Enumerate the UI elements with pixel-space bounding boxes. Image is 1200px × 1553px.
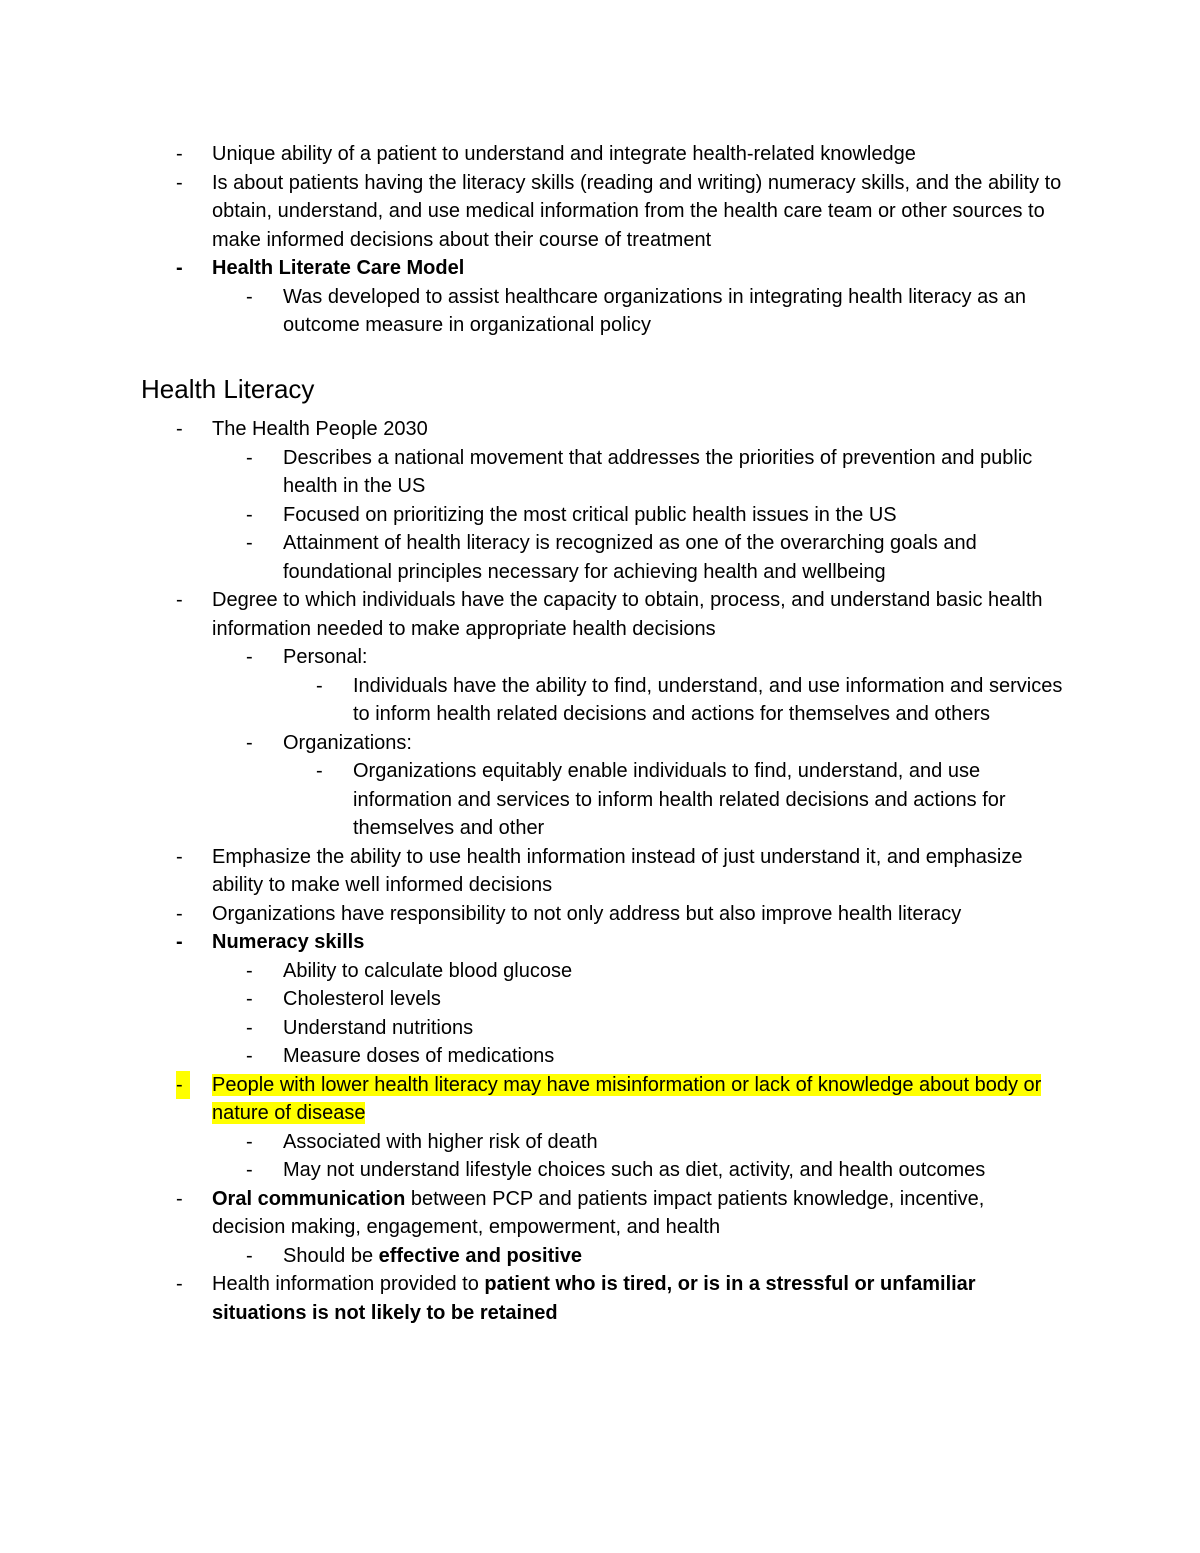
list-item (176, 415, 1062, 444)
sub-list-item (246, 1242, 1063, 1271)
sub-list-item (246, 501, 1063, 530)
list-item (176, 1270, 1062, 1327)
list-item-text: The Health People 2030 (212, 418, 428, 440)
sub-list-item (246, 1014, 1063, 1043)
care-model-title: Health Literate Care Model (212, 257, 465, 279)
section-heading: Health Literacy (141, 374, 315, 404)
sub-sub-list-item (316, 757, 1065, 843)
list-item-text: Organizations equitably enable individuals to find, understand, and use information and services to inform health related decisions and actions for themselves and other (353, 760, 1006, 839)
bullet-dash: - (246, 646, 253, 668)
list-item-text: Degree to which individuals have the capacity to obtain, process, and understand basic health information needed to make appropriate health decisions (212, 589, 1043, 640)
list-item-text: Organizations: (283, 731, 412, 754)
intro-list (0, 140, 1200, 340)
sub-list-item (246, 529, 1063, 586)
bullet-dash: - (246, 959, 253, 982)
sub-sub-list-item (316, 672, 1065, 729)
list-item-text: Measure doses of medications (283, 1045, 555, 1067)
list-item-text: Unique ability of a patient to understand and integrate health-related knowledge (212, 143, 916, 165)
bullet-dash: - (176, 931, 183, 953)
bullet-dash: - (316, 760, 323, 782)
list-item-text: May not understand lifestyle choices such as diet, activity, and health outcomes (283, 1159, 986, 1181)
bullet-dash: - (176, 257, 183, 279)
bullet-dash: - (246, 532, 253, 554)
list-item-bold (176, 928, 1062, 957)
list-item (176, 900, 1062, 929)
list-item-bold (176, 254, 1062, 283)
sub-list-item (246, 957, 1063, 986)
highlighted-text: People with lower health literacy may have misinformation or lack of knowledge about body or nature of disease (212, 1073, 1042, 1124)
list-item-text: between PCP and patients impact patients knowledge, incentive, decision making, engagement, empowerment, and health (212, 1187, 985, 1238)
bullet-dash: - (176, 171, 183, 194)
bullet-dash: - (246, 1016, 253, 1039)
health-info-bold: patient who is tired, or is in a stressful or unfamiliar situations is not likely to be retained (212, 1273, 976, 1324)
bullet-dash: - (316, 674, 323, 697)
sub-list-item (246, 1128, 1063, 1157)
list-item-text: Should be (283, 1244, 379, 1267)
list-item-text: Focused on prioritizing the most critical public health issues in the US (283, 503, 897, 526)
list-item-text: Health information provided to (212, 1273, 485, 1295)
list-item (176, 169, 1062, 255)
bullet-dash: - (176, 902, 183, 925)
health-literacy-list (0, 415, 1200, 1327)
bullet-dash: - (176, 1273, 183, 1295)
bullet-dash: - (176, 143, 183, 165)
bullet-dash: - (246, 1244, 253, 1267)
sub-list-item (246, 729, 1063, 758)
list-item-text: Organizations have responsibility to not only address but also improve health literacy (212, 902, 962, 925)
bullet-dash: - (246, 446, 253, 469)
bullet-dash: - (176, 1071, 190, 1100)
bullet-dash: - (176, 418, 183, 440)
bullet-dash: - (246, 1045, 253, 1067)
sub-list-item (246, 444, 1063, 501)
sub-list-item (246, 283, 1063, 340)
list-item-text: Individuals have the ability to find, understand, and use information and services to inform health related decisions and actions for themselves and others (353, 674, 1063, 725)
bullet-dash: - (246, 1130, 253, 1153)
bullet-dash: - (176, 845, 183, 868)
list-item (176, 586, 1062, 643)
sub-list-item (246, 1042, 1063, 1071)
sub-list-item (246, 643, 1063, 672)
bullet-dash: - (246, 1159, 253, 1181)
list-item (176, 140, 1062, 169)
bullet-dash: - (246, 285, 253, 308)
sub-list-item (246, 1156, 1063, 1185)
list-item-text: Emphasize the ability to use health information instead of just understand it, and emphasize ability to make well informed decisions (212, 845, 1023, 896)
list-item-text: Understand nutritions (283, 1016, 474, 1039)
list-item-text: Personal: (283, 646, 368, 668)
highlighted-list-item (176, 1071, 1062, 1128)
list-item-text: Was developed to assist healthcare organizations in integrating health literacy as an outcome measure in organizational policy (283, 285, 1027, 336)
list-item-text: Ability to calculate blood glucose (283, 959, 573, 982)
list-item-text: Describes a national movement that addresses the priorities of prevention and public health in the US (283, 446, 1033, 497)
list-item-text: Is about patients having the literacy skills (reading and writing) numeracy skills, and the ability to obtain, understand, and use medical information from the health care team or other sources to make informed decisions about their course of treatment (212, 171, 1062, 251)
list-item-text: Cholesterol levels (283, 988, 441, 1010)
list-item-text: Attainment of health literacy is recognized as one of the overarching goals and foundational principles necessary for achieving health and wellbeing (283, 532, 977, 583)
list-item (176, 843, 1062, 900)
oral-communication-bold: Oral communication (212, 1187, 406, 1210)
list-item-text: Associated with higher risk of death (283, 1130, 598, 1153)
bullet-dash: - (176, 1187, 183, 1210)
sub-list-item (246, 985, 1063, 1014)
bullet-dash: - (246, 988, 253, 1010)
bullet-dash: - (246, 503, 253, 526)
effective-positive-bold: effective and positive (378, 1244, 583, 1267)
bullet-dash: - (176, 589, 183, 611)
numeracy-title: Numeracy skills (212, 931, 365, 953)
list-item (176, 1185, 1062, 1242)
bullet-dash: - (246, 731, 253, 754)
